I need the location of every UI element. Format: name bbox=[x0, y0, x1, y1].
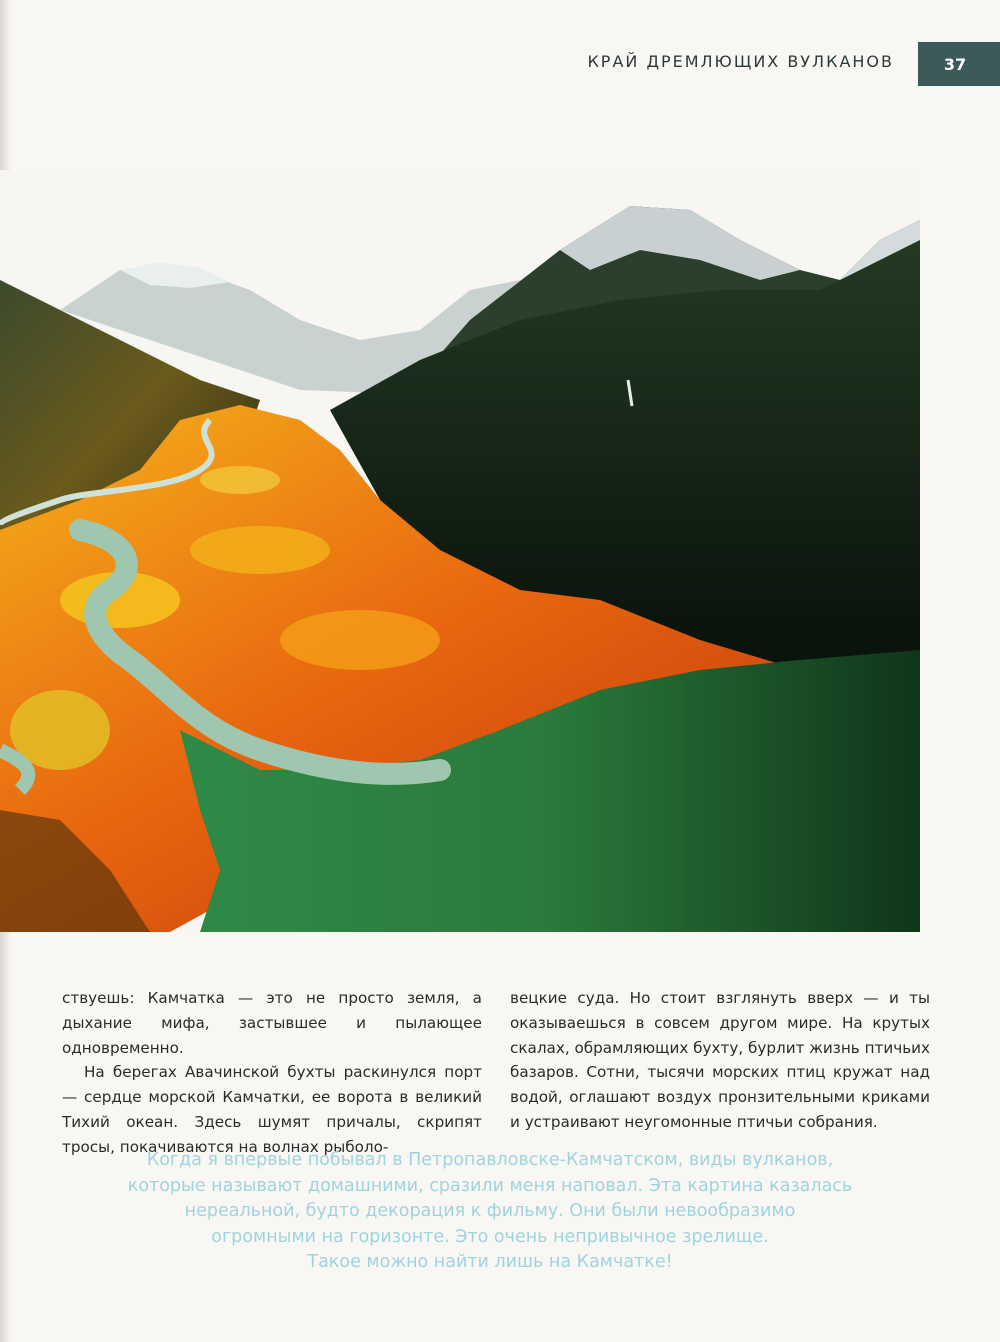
quote-line: нереальной, будто декорация к фильму. Они были невообразимо bbox=[184, 1201, 796, 1221]
quote-line: огромными на горизонте. Это очень непривычное зрелище. bbox=[211, 1226, 769, 1247]
paragraph: ствуешь: Камчатка — это не просто земля, а дыхание мифа, застывшее и пылающее одновременно. bbox=[62, 989, 482, 1057]
quote-line: Такое можно найти лишь на Камчатке! bbox=[307, 1252, 673, 1272]
page-number: 37 bbox=[943, 54, 967, 74]
paragraph: На берегах Авачинской бухты раскинулся порт — сердце морской Камчатки, ее ворота в великий Тихий океан. Здесь шумят причалы, скрипят тросы, покачиваются на волнах рыболо- bbox=[62, 1063, 482, 1156]
quote-line: Когда я впервые побывал в Петропавловске-Камчатском, виды вулканов, bbox=[146, 1150, 834, 1170]
quote-line: которые называют домашними, сразили меня наповал. Эта картина казалась bbox=[127, 1175, 853, 1196]
paragraph: вецкие суда. Но стоит взглянуть вверх — и ты оказываешься в совсем другом мире. На крутых скалах, обрамляющих бухту, бурлит жизнь птичьих базаров. Сотни, тысячи морских птиц кружат над водой, оглашают воздух пронзительными криками и устраивают неугомонные птичьи собрания. bbox=[510, 989, 931, 1131]
pull-quote bbox=[60, 1148, 920, 1276]
page-number-tab bbox=[918, 42, 1000, 86]
landscape-photo bbox=[0, 170, 920, 932]
running-header-title: КРАЙ ДРЕМЛЮЩИХ ВУЛКАНОВ bbox=[587, 52, 894, 71]
body-column-left bbox=[62, 986, 482, 1160]
landscape-illustration bbox=[0, 170, 920, 932]
body-column-right bbox=[510, 986, 930, 1135]
